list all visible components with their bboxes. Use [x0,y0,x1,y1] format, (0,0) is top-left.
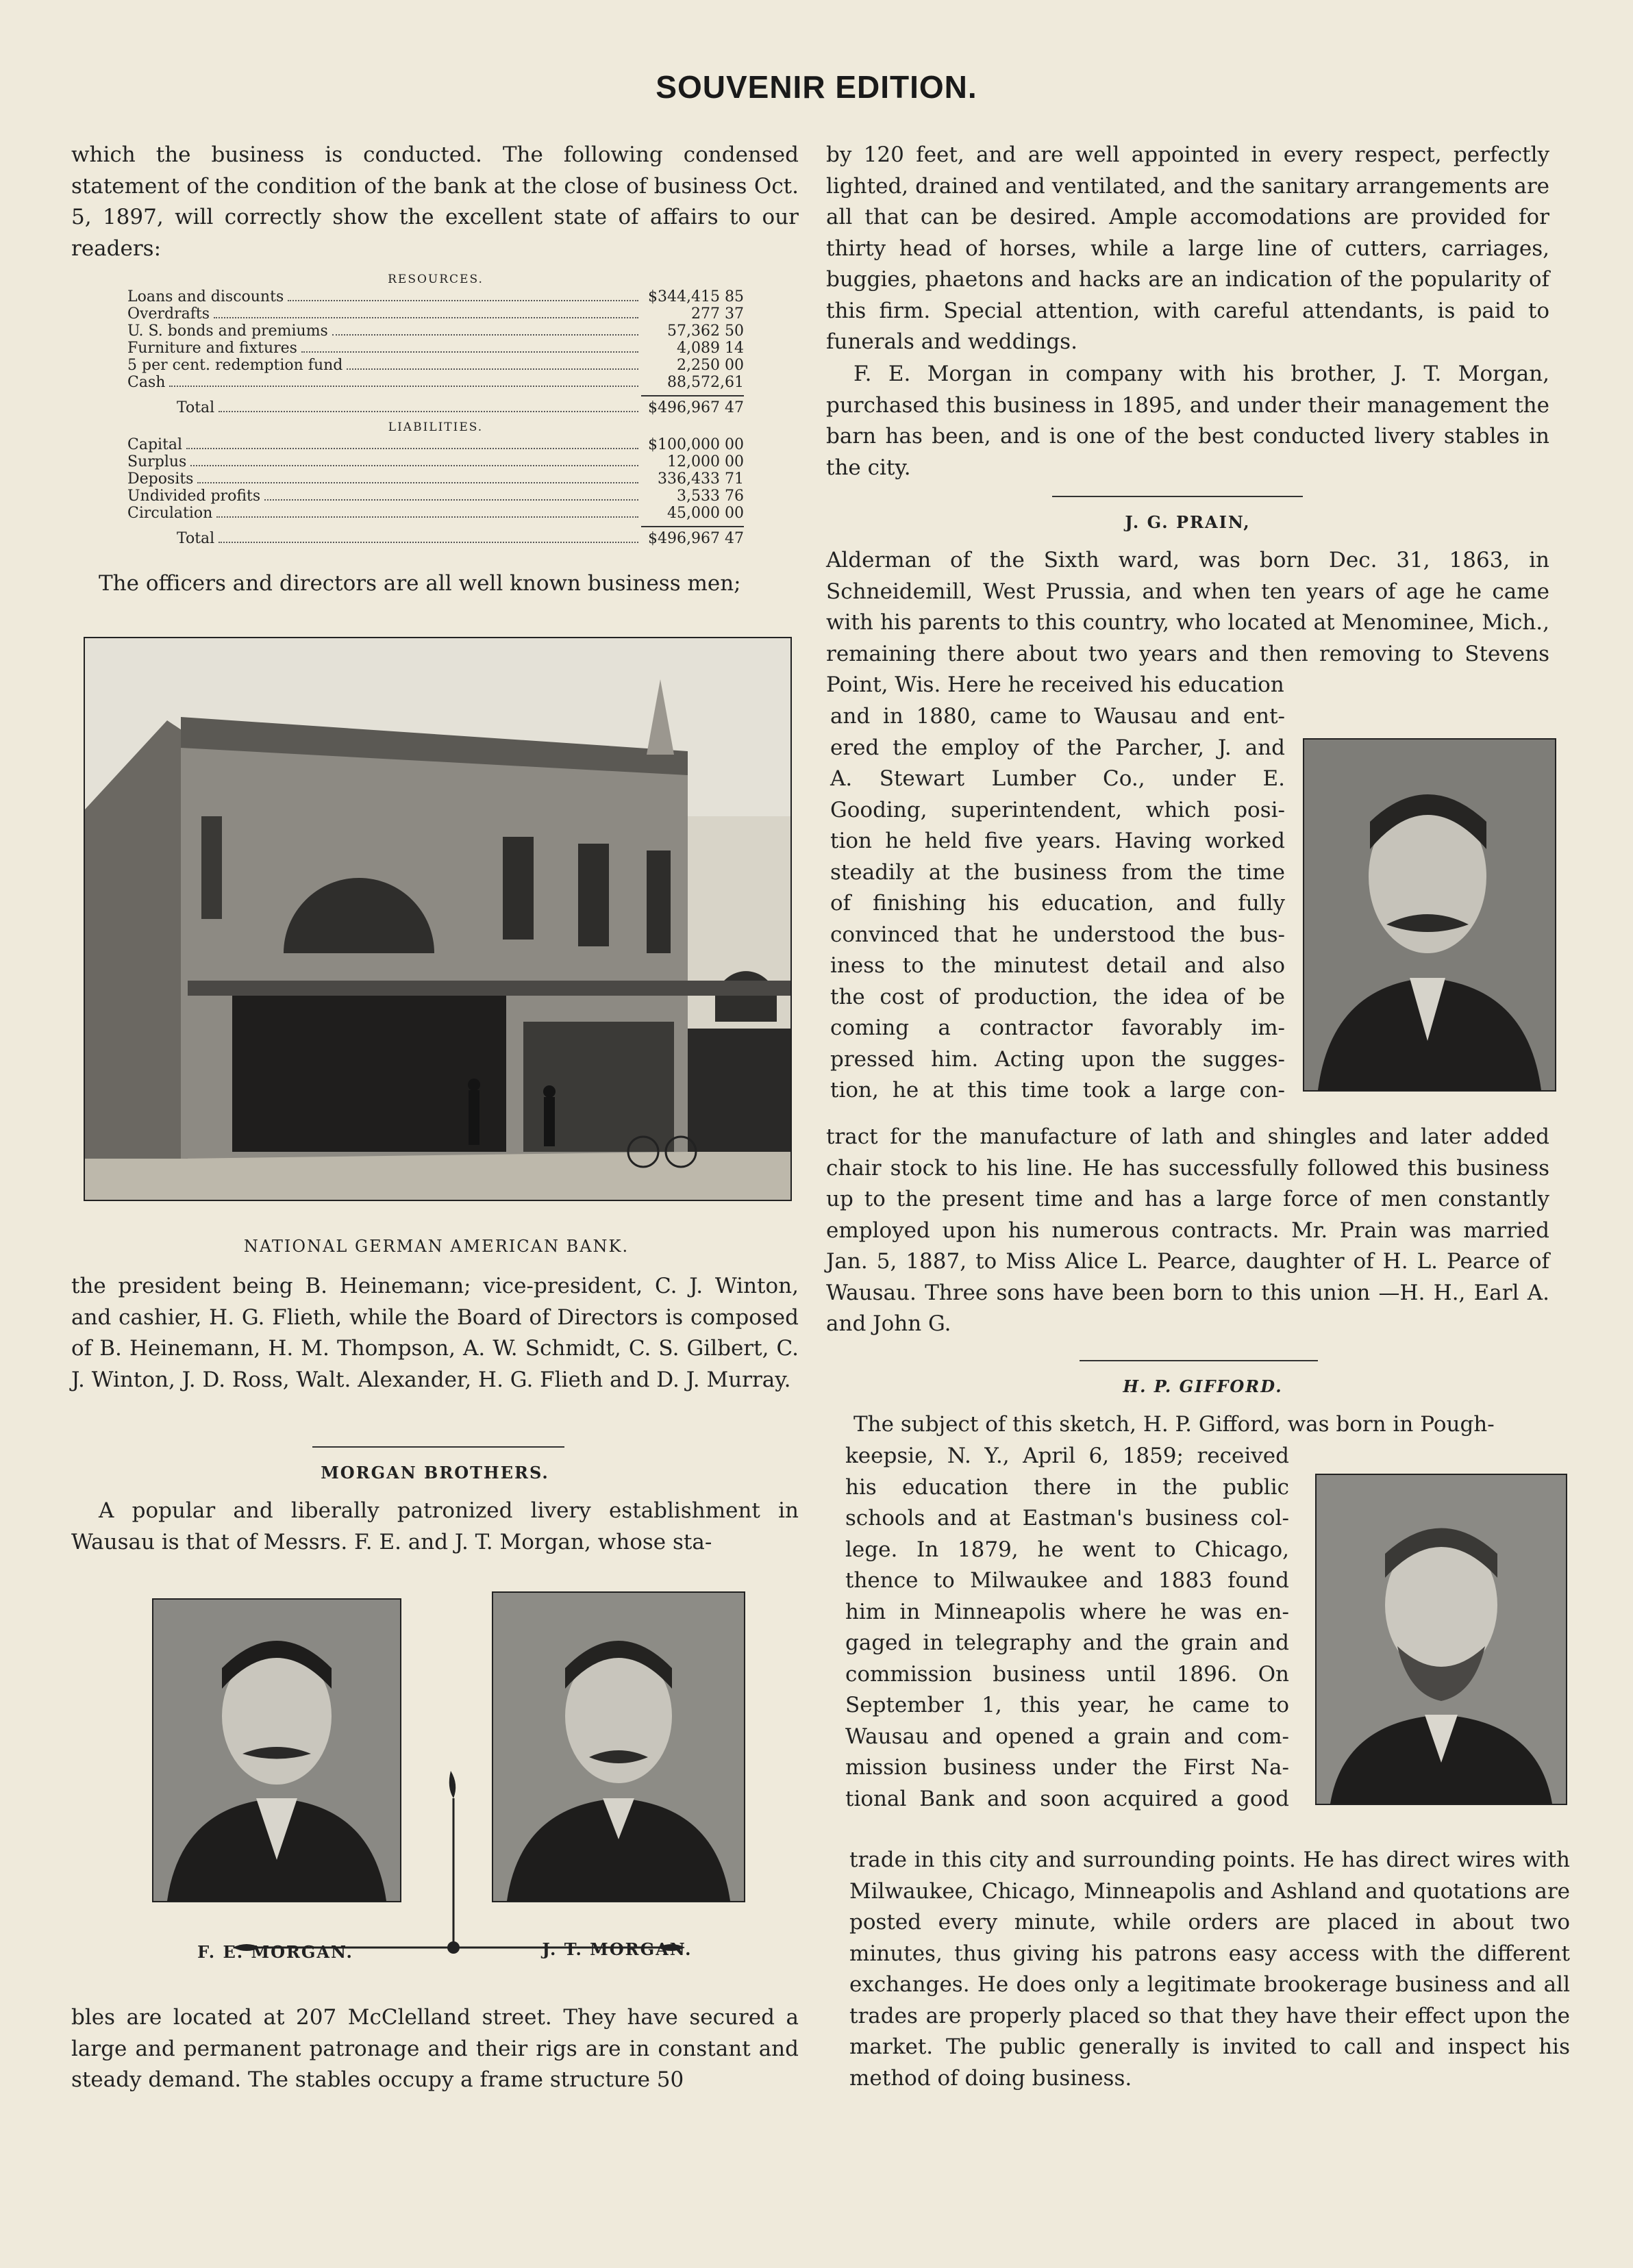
jt-morgan-caption: J. T. MORGAN. [542,1939,693,1959]
text-line: gaged in telegraphy and the grain and [845,1630,1289,1655]
liabilities-total-row [127,530,744,547]
text-line: ered the employ of the Parcher, J. and [830,735,1285,760]
officers-paragraph: the president being B. Heinemann; vice-president, C. J. Winton, and cashier, H. G. Flieth, while the Board of Directors is composed of B. Heinemann, H. M. Thompson, A. W. Schmidt, C. S. Gilbert, C. J. Winton, J. D. Ross, Walt. Alexander, H. G. Flieth and D. J. Murray. [71,1274,799,1392]
liability-amount: $100,000 00 [648,436,744,453]
text-line: tion, he at this time took a large con- [830,1078,1285,1102]
morgan-paragraph-3: by 120 feet, and are well appointed in every respect, perfectly lighted, drained and ventilated, and the sanitary arrangements are all that can be desired. Ample accomodations are provided for thirty head of horses, while a large line of cutters, carriages, buggies, phaetons and hacks are an indication of the popularity of this firm. Special attention, with careful attendants, is paid to funerals and weddings. [826,142,1549,354]
resources-total-row [127,399,744,416]
gifford-heading: H. P. GIFFORD. [1123,1376,1283,1396]
text-line: keepsie, N. Y., April 6, 1859; received [845,1444,1289,1468]
resource-label: 5 per cent. redemption fund [127,357,343,374]
prain-text-top: Alderman of the Sixth ward, was born Dec. 31, 1863, in Schneidemill, West Prussia, and when ten years of age he came with his parents to this country, who located at Menominee, Mich., remaining there about two years and then removing to Stevens Point, Wis. Here he received his education [826,548,1549,697]
liabilities-total-amount: $496,967 47 [648,530,744,547]
text-line: mission business under the First Na- [845,1755,1289,1780]
text-line: coming a contractor favorably im- [830,1016,1285,1040]
portrait-illustration [1304,740,1555,1090]
resource-amount: 277 37 [691,305,744,323]
text-line: steadily at the business from the time [830,859,1285,885]
text-line: thence to Milwaukee and 1883 found [845,1568,1289,1593]
text-line: him in Minneapolis where he was en- [845,1599,1289,1624]
liabilities-total-label: Total [177,530,215,547]
resource-label: Loans and discounts [127,288,284,305]
resource-row [127,288,744,305]
liability-amount: 3,533 76 [677,488,744,505]
resource-amount: 2,250 00 [677,357,744,374]
text-line: September 1, this year, he came to [845,1693,1289,1717]
text-line: Gooding, superintendent, which posi- [830,797,1285,822]
liabilities-heading: LIABILITIES. [388,420,484,434]
liability-row [127,488,744,505]
text-line: the cost of production, the idea of be [830,984,1285,1009]
morgan-paragraph-4: F. E. Morgan in company with his brother, J. T. Morgan, purchased this business in 1895, and under their management the barn has been, and is one of the best conducted livery stables in the city. [826,362,1549,480]
resource-label: Furniture and fixtures [127,340,297,357]
text-line: pressed him. Acting upon the sugges- [830,1046,1285,1072]
text-line: commission business until 1896. On [845,1661,1289,1687]
liability-row [127,436,744,453]
liability-label: Undivided profits [127,488,261,505]
text-line: his education there in the public [845,1474,1289,1500]
resources-total-amount: $496,967 47 [648,399,744,416]
liability-amount: 336,433 71 [658,470,744,488]
resource-amount: 57,362 50 [667,323,744,340]
bank-photo-caption: NATIONAL GERMAN AMERICAN BANK. [243,1237,629,1256]
text-line: Wausau and opened a grain and com- [845,1724,1289,1749]
resource-amount: 4,089 14 [677,340,744,357]
liability-row [127,470,744,488]
resources-list [127,288,744,391]
liability-row [127,505,744,522]
page-title: SOUVENIR EDITION. [656,69,977,105]
morgan-paragraph-1: A popular and liberally patronized livery establishment in Wausau is that of Messrs. F. E. and J. T. Morgan, whose sta- [71,1498,799,1554]
resource-label: Cash [127,374,166,391]
morgan-paragraph-2: bles are located at 207 McClelland street. They have secured a large and permanent patronage and their rigs are in constant and steady demand. The stables occupy a frame structure 50 [71,2005,799,2092]
resource-row [127,323,744,340]
liabilities-list [127,436,744,522]
text-line: of finishing his education, and fully [830,891,1285,916]
text-line: schools and at Eastman's business col- [845,1506,1289,1530]
section-divider [1052,496,1303,497]
gifford-text-bottom: trade in this city and surrounding points. He has direct wires with Milwaukee, Chicago, Minneapolis and Ashland and quotations are posted every minute, while orders are placed in about two minutes, thus giving his patrons easy access with the different exchanges. He does only a legitimate brookerage business and all trades are properly placed so that they have their effect upon the market. The public generally is invited to call and inspect his method of doing business. [849,1848,1570,2091]
gifford-text-top: The subject of this sketch, H. P. Gifford, was born in Pough- [853,1412,1495,1437]
section-divider [312,1446,564,1448]
liability-amount: 45,000 00 [667,505,744,522]
text-line: lege. In 1879, he went to Chicago, [845,1537,1289,1562]
text-line: and in 1880, came to Wausau and ent- [830,704,1285,729]
text-line: tion he held five years. Having worked [830,829,1285,853]
prain-wrapped-text [830,701,1285,1107]
liability-label: Deposits [127,470,194,488]
jg-prain-portrait [1303,738,1556,1092]
resource-row [127,340,744,357]
gifford-wrapped-text [845,1441,1289,1815]
hp-gifford-portrait [1315,1474,1567,1805]
resource-label: U. S. bonds and premiums [127,323,328,340]
resource-label: Overdrafts [127,305,210,323]
prain-text-bottom: tract for the manufacture of lath and shingles and later added chair stock to his line. He has successfully followed this business up to the present time and has a large force of men constantly employed upon his numerous contracts. Mr. Prain was married Jan. 5, 1887, to Miss Alice L. Pearce, daughter of H. L. Pearce of Wausau. Three sons have been born to this union —H. H., Earl A. and John G. [826,1124,1549,1336]
resources-total-label: Total [177,399,215,416]
text-line: A. Stewart Lumber Co., under E. [830,766,1285,791]
text-line: convinced that he understood the bus- [830,922,1285,947]
portrait-illustration [1317,1475,1566,1804]
bank-building-photo [84,637,792,1201]
bank-building-illustration [85,638,790,1200]
liability-label: Circulation [127,505,213,522]
fe-morgan-caption: F. E. MORGAN. [197,1942,353,1962]
text-line: iness to the minutest detail and also [830,953,1285,978]
bank-statement [127,271,744,547]
liability-label: Surplus [127,453,187,470]
section-divider [1080,1360,1318,1361]
resource-amount: 88,572,61 [667,374,744,391]
resource-row [127,357,744,374]
prain-heading: J. G. PRAIN, [1125,512,1251,532]
liability-amount: 12,000 00 [667,453,744,470]
text-line: tional Bank and soon acquired a good [845,1786,1289,1811]
liability-row [127,453,744,470]
liability-label: Capital [127,436,183,453]
morgan-brothers-heading: MORGAN BROTHERS. [321,1463,549,1483]
resource-row [127,374,744,391]
intro-paragraph: which the business is conducted. The following condensed statement of the condition of the bank at the close of business Oct. 5, 1897, will correctly show the excellent state of affairs to our readers: [71,142,799,261]
resource-row [127,305,744,323]
resource-amount: $344,415 85 [648,288,744,305]
resources-heading: RESOURCES. [388,273,484,286]
officers-line: The officers and directors are all well known business men; [99,571,741,596]
